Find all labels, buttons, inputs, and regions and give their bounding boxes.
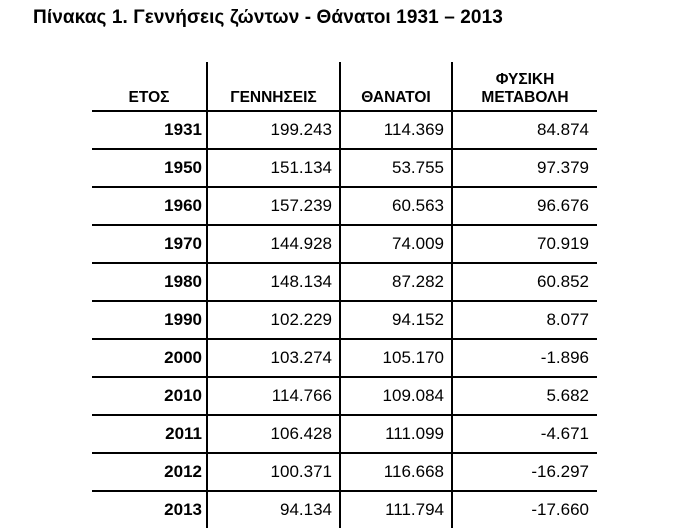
column-header-year: ΕΤΟΣ (92, 62, 207, 111)
table-row (92, 149, 597, 187)
cell-births: 144.928 (207, 225, 340, 263)
cell-natural-change: 96.676 (452, 187, 597, 225)
column-header-natural-change-line2: ΜΕΤΑΒΟΛΗ (481, 88, 569, 106)
column-header-deaths: ΘΑΝΑΤΟΙ (340, 62, 452, 111)
table-header (92, 62, 597, 111)
cell-year: 1990 (92, 301, 207, 339)
cell-natural-change: -4.671 (452, 415, 597, 453)
cell-year: 2000 (92, 339, 207, 377)
cell-deaths: 74.009 (340, 225, 452, 263)
table-row (92, 263, 597, 301)
cell-deaths: 53.755 (340, 149, 452, 187)
cell-births: 103.274 (207, 339, 340, 377)
cell-natural-change: 5.682 (452, 377, 597, 415)
births-deaths-table (92, 62, 597, 528)
cell-deaths: 109.084 (340, 377, 452, 415)
cell-year: 2010 (92, 377, 207, 415)
cell-deaths: 111.099 (340, 415, 452, 453)
cell-year: 2013 (92, 491, 207, 528)
cell-deaths: 87.282 (340, 263, 452, 301)
page-title: Πίνακας 1. Γεννήσεις ζώντων - Θάνατοι 1931 – 2013 (33, 7, 503, 28)
cell-natural-change: 70.919 (452, 225, 597, 263)
cell-deaths: 111.794 (340, 491, 452, 528)
table-row (92, 225, 597, 263)
cell-births: 94.134 (207, 491, 340, 528)
column-header-natural-change-line1: ΦΥΣΙΚΗ (495, 71, 555, 89)
table-body (92, 111, 597, 528)
cell-year: 1960 (92, 187, 207, 225)
table-row (92, 415, 597, 453)
table-row (92, 187, 597, 225)
cell-deaths: 114.369 (340, 111, 452, 149)
cell-births: 114.766 (207, 377, 340, 415)
cell-year: 1950 (92, 149, 207, 187)
cell-births: 100.371 (207, 453, 340, 491)
cell-year: 2012 (92, 453, 207, 491)
cell-births: 157.239 (207, 187, 340, 225)
table-row (92, 111, 597, 149)
cell-year: 1980 (92, 263, 207, 301)
cell-births: 151.134 (207, 149, 340, 187)
cell-deaths: 60.563 (340, 187, 452, 225)
table-row (92, 491, 597, 528)
table-header-row (92, 62, 597, 111)
table-row (92, 339, 597, 377)
table-row (92, 453, 597, 491)
cell-natural-change: -16.297 (452, 453, 597, 491)
cell-natural-change: 8.077 (452, 301, 597, 339)
cell-births: 199.243 (207, 111, 340, 149)
cell-year: 2011 (92, 415, 207, 453)
column-header-natural-change (452, 62, 597, 111)
cell-births: 102.229 (207, 301, 340, 339)
cell-natural-change: 60.852 (452, 263, 597, 301)
cell-natural-change: 97.379 (452, 149, 597, 187)
cell-natural-change: -17.660 (531, 500, 589, 519)
column-header-births: ΓΕΝΝΗΣΕΙΣ (207, 62, 340, 111)
cell-deaths: 94.152 (340, 301, 452, 339)
cell-natural-change: 84.874 (452, 111, 597, 149)
table-row (92, 377, 597, 415)
table-container (92, 62, 597, 528)
table-row (92, 301, 597, 339)
cell-year: 1931 (92, 111, 207, 149)
cell-births: 106.428 (207, 415, 340, 453)
cell-natural-change: -1.896 (452, 339, 597, 377)
cell-deaths: 116.668 (340, 453, 452, 491)
cell-deaths: 105.170 (340, 339, 452, 377)
cell-births: 148.134 (207, 263, 340, 301)
cell-year: 1970 (92, 225, 207, 263)
